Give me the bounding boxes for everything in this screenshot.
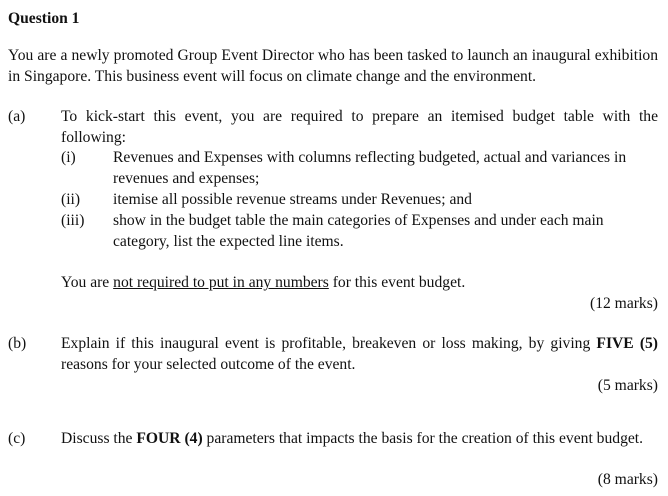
part-c-bold: FOUR (4) <box>136 430 203 447</box>
part-a-note-suffix: for this event budget. <box>328 274 466 291</box>
part-b-marks: (5 marks) <box>597 377 658 394</box>
part-a-marks: (12 marks) <box>590 295 658 312</box>
part-a-note-prefix: You are <box>61 274 114 291</box>
part-b-text-after: reasons for your selected outcome of the event. <box>61 355 356 373</box>
part-a-item-3-text: show in the budget table the main categories of Expenses and under each main category, list the expected line items. <box>113 212 604 250</box>
part-a-item-1-text: Revenues and Expenses with columns reflecting budgeted, actual and variances in revenues and expenses; <box>113 149 627 187</box>
part-a-label: (a) <box>8 108 26 125</box>
part-b-label: (b) <box>8 335 27 352</box>
part-b-text-before: Explain if this inaugural event is profitable, breakeven or loss making, by giving <box>61 335 597 352</box>
part-c-marks: (8 marks) <box>597 471 658 488</box>
part-a-item-1-roman: (i) <box>61 149 76 166</box>
question-title: Question 1 <box>8 10 80 27</box>
part-c-text <box>61 429 658 450</box>
part-c-text-before: Discuss the <box>61 430 137 447</box>
part-a-note-underlined: not required to put in any numbers <box>113 274 329 291</box>
part-a-text: To kick-start this event, you are required to prepare an itemised budget table with the following: <box>61 108 658 146</box>
part-a-item-2-text: itemise all possible revenue streams under Revenues; and <box>113 191 472 208</box>
part-c-label: (c) <box>8 430 26 447</box>
part-c-text-after: parameters that impacts the basis for the creation of this event budget. <box>202 430 644 447</box>
part-b-bold: FIVE (5) <box>596 335 659 352</box>
part-b-text <box>61 334 658 375</box>
intro-paragraph: You are a newly promoted Group Event Director who has been tasked to launch an inaugural exhibition in Singapore. This business event will focus on climate change and the environment. <box>8 47 658 85</box>
part-a-note <box>61 273 658 294</box>
part-a-item-2-roman: (ii) <box>61 191 81 208</box>
part-a-item-3-roman: (iii) <box>61 212 85 229</box>
